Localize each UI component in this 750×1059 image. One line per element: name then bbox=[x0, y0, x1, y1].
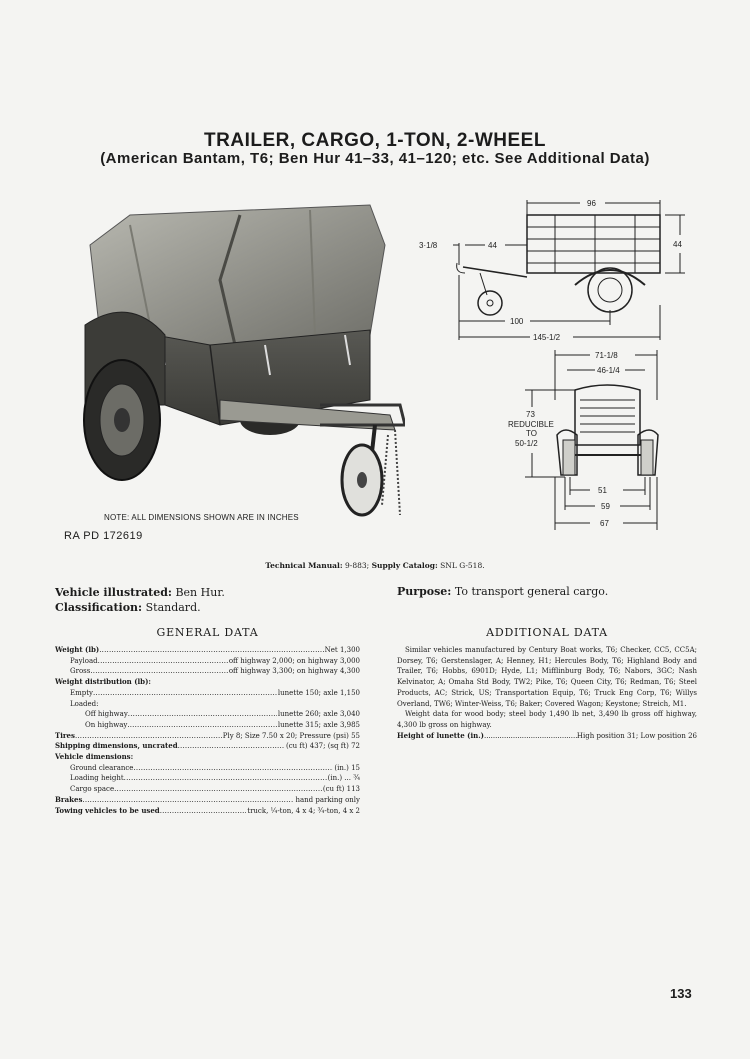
vehicle-illustrated-value: Ben Hur. bbox=[175, 586, 225, 599]
general-data-label: Loaded: bbox=[70, 699, 99, 708]
dimensions-note: NOTE: ALL DIMENSIONS SHOWN ARE IN INCHES bbox=[104, 513, 299, 522]
purpose-label: Purpose: bbox=[397, 585, 452, 598]
general-data-row bbox=[55, 666, 360, 677]
general-data-row bbox=[55, 806, 360, 817]
general-data-value: Ply 8; Size 7.50 x 20; Pressure (psi) 55 bbox=[222, 731, 360, 740]
general-data-heading: GENERAL DATA bbox=[156, 626, 259, 639]
sc-label: Supply Catalog: bbox=[371, 561, 438, 570]
dim-100: 100 bbox=[510, 317, 524, 326]
dim-73: 73 bbox=[526, 410, 535, 419]
dim-50-1-2: 50-1/2 bbox=[515, 439, 538, 448]
additional-data-para-1: Similar vehicles manufactured by Century Boat works, T6; Checker, CC5, CC5A; Dorsey, T6; Gerstenslager, A; Henney, H1; Hercules Body, T6; Highland Body and Trailer, T6; Hobbs, 6901D; Hyde, L1; Mifflinburg Body, T6; Nabors, 3GC; Nash Kelvinator, A; Omaha Std Body, TW2; Pike, T6; Queen City, T6; Redman, T6; Steel Products, AC; Strick, US; Transportation Equip, T6; Truck Eng Corp, T6; Willys Overland, TW6; Winter-Weiss, T6; Baker; Covered Wagon; Keystone; Streich, M1. bbox=[397, 646, 697, 708]
general-data-value: (cu ft) 113 bbox=[322, 785, 360, 794]
general-data-label: Vehicle dimensions: bbox=[55, 752, 134, 762]
general-data-value: off highway 3,300; on highway 4,300 bbox=[228, 667, 360, 676]
general-data-table bbox=[55, 645, 360, 816]
purpose-value: To transport general cargo. bbox=[454, 585, 609, 598]
classification-value: Standard. bbox=[145, 601, 201, 614]
general-data-row bbox=[55, 656, 360, 667]
trailer-photo bbox=[70, 185, 405, 530]
tm-value: 9-883; bbox=[345, 561, 370, 570]
additional-data-heading: ADDITIONAL DATA bbox=[486, 626, 608, 639]
reference-line bbox=[0, 561, 750, 570]
general-data-row bbox=[55, 688, 360, 699]
general-data-row bbox=[55, 709, 360, 720]
general-data-label: Tires bbox=[55, 730, 75, 740]
purpose bbox=[397, 585, 608, 598]
general-data-row bbox=[55, 677, 360, 688]
general-data-label: Ground clearance bbox=[70, 763, 134, 772]
vehicle-illustrated-label: Vehicle illustrated: bbox=[55, 586, 172, 599]
lunette-value: High position 31; Low position 26 bbox=[576, 731, 697, 740]
dim-3-1-8: 3·1/8 bbox=[419, 241, 438, 250]
dim-59: 59 bbox=[601, 502, 610, 511]
general-data-value: lunette 150; axle 1,150 bbox=[277, 688, 360, 697]
general-data-value: Net 1,300 bbox=[324, 646, 360, 654]
general-data-value: hand parking only bbox=[295, 795, 360, 804]
dim-reducible: REDUCIBLE bbox=[508, 420, 554, 429]
general-data-row bbox=[55, 741, 360, 752]
general-data-value: lunette 315; axle 3,985 bbox=[277, 720, 360, 729]
lunette-height-row bbox=[397, 731, 697, 742]
classification-label: Classification: bbox=[55, 601, 143, 614]
general-data-row bbox=[55, 645, 360, 656]
general-data-label: Shipping dimensions, uncrated bbox=[55, 741, 178, 751]
dim-to: TO bbox=[526, 429, 537, 438]
general-data-label: Off highway bbox=[85, 710, 128, 719]
general-data-label: On highway bbox=[85, 720, 128, 729]
general-data-value: (in.) ... ¾ bbox=[327, 774, 360, 783]
general-data-row bbox=[55, 763, 360, 774]
dim-96: 96 bbox=[587, 199, 596, 208]
general-data-value: off highway 2,000; on highway 3,000 bbox=[228, 656, 360, 665]
general-data-label: Brakes bbox=[55, 794, 83, 804]
dim-44-height: 44 bbox=[673, 240, 682, 249]
page-title: TRAILER, CARGO, 1-TON, 2-WHEEL bbox=[204, 130, 546, 151]
general-data-row bbox=[55, 773, 360, 784]
general-data-label: Towing vehicles to be used bbox=[55, 805, 160, 815]
tm-label: Technical Manual: bbox=[265, 561, 343, 570]
front-view-drawing bbox=[525, 350, 658, 530]
page-number: 133 bbox=[670, 986, 692, 1001]
general-data-row bbox=[55, 731, 360, 742]
lunette-label: Height of lunette (in.) bbox=[397, 730, 484, 740]
page-subtitle: (American Bantam, T6; Ben Hur 41–33, 41–120; etc. See Additional Data) bbox=[100, 150, 650, 167]
general-data-value: (cu ft) 437; (sq ft) 72 bbox=[286, 742, 360, 751]
general-data-row bbox=[55, 795, 360, 806]
ra-pd-number: RA PD 172619 bbox=[64, 530, 143, 542]
dim-44-length: 44 bbox=[488, 241, 497, 250]
dim-71-1-8: 71-1/8 bbox=[595, 351, 618, 360]
general-data-value: lunette 260; axle 3,040 bbox=[277, 710, 360, 719]
dimension-drawings bbox=[395, 185, 695, 535]
general-data-label: Empty bbox=[70, 688, 93, 697]
general-data-label: Gross bbox=[70, 667, 91, 676]
additional-data-text bbox=[397, 645, 697, 741]
general-data-row bbox=[55, 720, 360, 731]
general-data-row bbox=[55, 752, 360, 763]
dim-51: 51 bbox=[598, 486, 607, 495]
general-data-row bbox=[55, 699, 360, 710]
general-data-label: Weight (lb) bbox=[55, 645, 100, 654]
dim-145-1-2: 145-1/2 bbox=[533, 333, 561, 342]
dim-46-1-4: 46-1/4 bbox=[597, 366, 620, 375]
general-data-label: Loading height bbox=[70, 774, 124, 783]
dim-67: 67 bbox=[600, 519, 609, 528]
general-data-row bbox=[55, 784, 360, 795]
additional-data-para-2: Weight data for wood body; steel body 1,490 lb net, 3,490 lb gross off highway, 4,300 lb gross on highway. bbox=[397, 710, 697, 729]
general-data-value: truck, ¼-ton, 4 x 4; ¾-ton, 4 x 2 bbox=[247, 806, 360, 815]
general-data-value: (in.) 15 bbox=[334, 763, 360, 772]
general-data-label: Payload bbox=[70, 656, 98, 665]
general-data-label: Weight distribution (lb): bbox=[55, 677, 151, 687]
sc-value: SNL G-518. bbox=[440, 561, 485, 570]
side-view-drawing bbox=[453, 200, 685, 340]
general-data-label: Cargo space bbox=[70, 785, 115, 794]
vehicle-info bbox=[55, 585, 225, 615]
